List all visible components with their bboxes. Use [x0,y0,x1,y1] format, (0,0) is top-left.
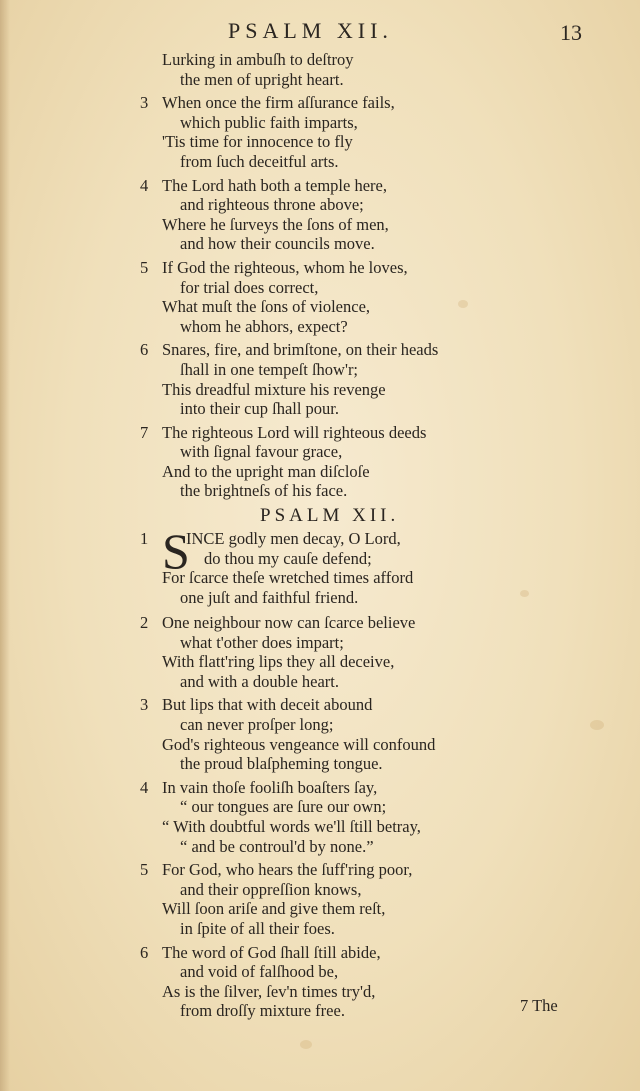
verse-line: and void of falſhood be, [180,962,339,982]
verse-line: With flatt'ring lips they all deceive, [162,652,395,672]
verse-line: and their oppreſſion knows, [180,879,362,899]
verse-number: 3 [140,93,149,113]
verse-line: into their cup ſhall pour. [180,399,340,419]
verse-line: Lurking in ambuſh to deſtroy [162,50,354,69]
running-title: PSALM XII. [228,18,393,43]
stanza [140,340,500,418]
verse-line: from droſſy mixture free. [180,1001,345,1021]
verse-line: What muſt the ſons of violence, [162,297,371,317]
verse-line: God's righteous vengeance will confound [162,734,436,754]
stanza [140,695,500,773]
verse-line: from ſuch deceitful arts. [180,151,339,171]
verse-line: 7 The righteous Lord will righteous deeds [140,422,427,442]
verse-line: “ our tongues are ſure our own; [180,797,387,817]
stanza [140,778,500,856]
verse-line: 6 The word of God ſhall ſtill abide, [140,942,381,962]
verse-line: 3 When once the firm aſſurance fails, [140,93,395,113]
verse-line: Will ſoon ariſe and give them reſt, [162,899,386,919]
verse-line: one juſt and faithful friend. [180,587,359,607]
stanza [140,258,500,336]
verse-line: the brightneſs of his face. [180,481,348,501]
foxing-spot [590,720,604,730]
page-number: 13 [560,20,582,45]
verse-line: “ and be controul'd by none.” [180,836,374,856]
verse-line: whom he abhors, expect? [180,316,348,336]
verse-line: “ With doubtful words we'll ſtill betray, [162,817,421,836]
verse-number: 7 [140,422,149,442]
verse-line: Where he ſurveys the ſons of men, [162,214,389,234]
catchword: 7 The [520,996,558,1015]
verse-line: and with a double heart. [180,671,339,691]
stanza [140,423,500,501]
verse-line: This dreadful mixture his revenge [162,379,386,399]
verse-number: 1 [140,529,149,549]
stanza [140,943,500,1021]
verse-line: INCE godly men decay, O Lord, [186,529,401,549]
verse-line: and how their councils move. [180,234,375,254]
verse-number: 6 [140,340,149,360]
verse-line: 2 One neighbour now can ſcarce believe [140,613,416,633]
verse-line: what t'other does impart; [180,632,344,652]
drop-capital: S [162,523,190,580]
verse-line: which public faith imparts, [180,112,358,132]
foxing-spot [300,1040,312,1049]
first-stanza [140,523,500,609]
verse-number: 2 [140,613,149,633]
verse-number: 5 [140,860,149,880]
verse-line: and righteous throne above; [180,195,364,215]
stanza [140,93,500,171]
verse-line: the proud blaſpheming tongue. [180,754,383,774]
page-edge-shadow [0,0,10,1091]
verse-line: And to the upright man diſcloſe [162,461,370,481]
stanza-group-bottom [140,609,500,1021]
verse-number: 6 [140,942,149,962]
verse-line: 5 For God, who hears the ſuff'ring poor, [140,860,413,880]
verse-line: can never proſper long; [180,715,334,735]
verse-line: 6 Snares, fire, and brimſtone, on their heads [140,340,439,360]
psalm-heading: PSALM XII. [260,505,400,527]
verse-line: 4 In vain thoſe fooliſh boaſters ſay, [140,777,378,797]
verse-line: 'Tis time for innocence to fly [162,132,353,152]
verse-line: As is the ſilver, ſev'n times try'd, [162,981,376,1001]
verse-line: For ſcarce theſe wretched times afford [162,568,414,588]
verse-line: the men of upright heart. [180,69,344,89]
verse-line: ſhall in one tempeſt ſhow'r; [180,359,359,379]
verse-line: for trial does correct, [180,277,319,297]
psalm-text [140,50,500,1021]
verse-line: 5 If God the righteous, whom he loves, [140,257,408,277]
stanza-group-top [140,89,500,501]
stanza [140,860,500,938]
page-header [0,18,640,48]
verse-line: with ſignal favour grace, [180,442,343,462]
verse-line: 4 The Lord hath both a temple here, [140,175,387,195]
verse-number: 5 [140,257,149,277]
verse-line: do thou my cauſe defend; [204,548,372,568]
stanza [140,613,500,691]
foxing-spot [520,590,529,597]
verse-line: in ſpite of all their foes. [180,918,335,938]
verse-line: 3 But lips that with deceit abound [140,695,373,715]
verse-number: 4 [140,175,149,195]
verse-number: 4 [140,777,149,797]
stanza [140,176,500,254]
verse-number: 3 [140,695,149,715]
